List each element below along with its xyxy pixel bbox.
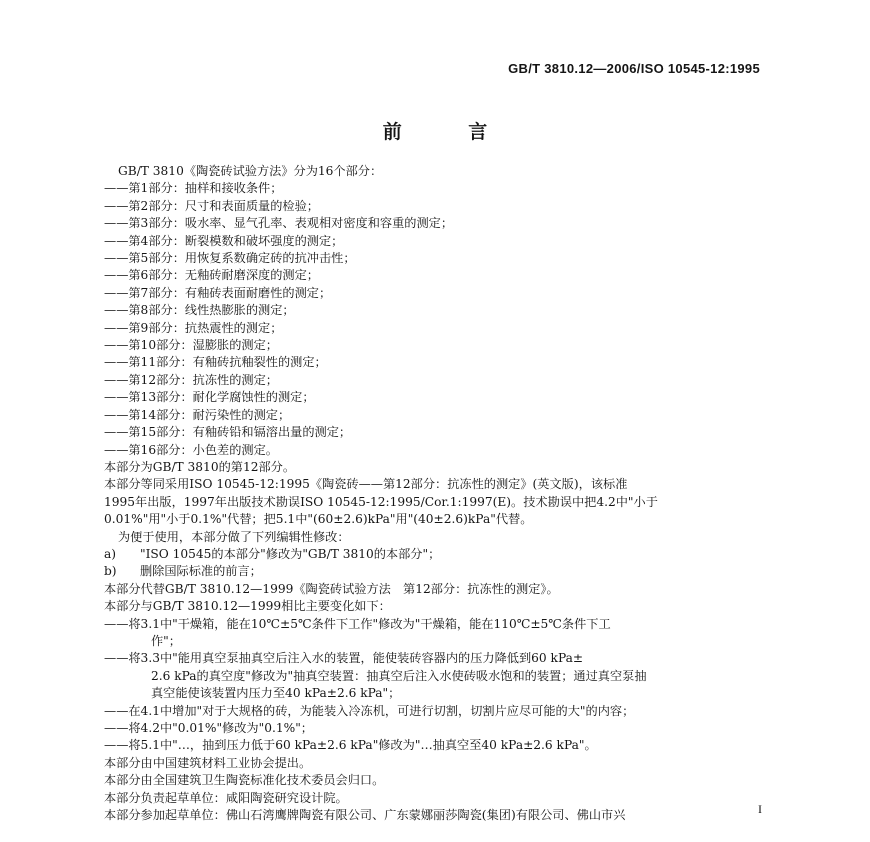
part-list-item: ——第7部分：有釉砖表面耐磨性的测定；: [104, 285, 332, 300]
editorial-item-text: 删除国际标准的前言；: [140, 564, 262, 579]
editorial-item-marker: a): [104, 546, 117, 561]
closing-line: 本部分参加起草单位：佛山石湾鹰牌陶瓷有限公司、广东蒙娜丽莎陶瓷(集团)有限公司、佛山市兴: [104, 808, 626, 823]
change-item-line: ——将4.2中"0.01%"修改为"0.1%"；: [104, 721, 313, 735]
change-item-line: 2.6 kPa的真空度"修改为"抽真空装置：抽真空后注入水使砖吸水饱和的装置；通过真空泵抽: [151, 668, 647, 683]
part-list-item: ——第13部分：耐化学腐蚀性的测定；: [104, 390, 315, 405]
part-list-item: ——第8部分：线性热膨胀的测定；: [104, 303, 295, 318]
change-item-line: ——将3.1中"干燥箱，能在10℃±5℃条件下工作"修改为"干燥箱，能在110℃±5℃条件下工: [104, 616, 611, 631]
change-item-line: ——将5.1中"…，抽到压力低于60 kPa±2.6 kPa"修改为"…抽真空至40 kPa±2.6 kPa"。: [104, 738, 597, 753]
closing-line: 本部分由中国建筑材料工业协会提出。: [104, 755, 312, 770]
intro-paragraph: GB/T 3810《陶瓷砖试验方法》分为16个部分：: [118, 164, 383, 178]
part-list-item: ——第14部分：耐污染性的测定；: [104, 407, 291, 422]
part-list-item: ——第4部分：断裂模数和破坏强度的测定；: [104, 233, 344, 248]
change-item-line: 作"；: [151, 633, 181, 648]
changes-list: [104, 616, 784, 755]
closing-line: 本部分由全国建筑卫生陶瓷标准化技术委员会归口。: [104, 773, 385, 788]
change-item-line: ——在4.1中增加"对于大规格的砖，为能装入冷冻机，可进行切割，切割片应尽可能的大"的内容；: [104, 703, 635, 718]
closing-paragraphs: [104, 755, 784, 825]
editorial-item-marker: b): [104, 564, 117, 579]
part-list-item: ——第9部分：抗热震性的测定；: [104, 320, 283, 335]
change-item-line: 真空能使该装置内压力至40 kPa±2.6 kPa"；: [151, 686, 401, 701]
change-item-line: ——将3.3中"能用真空泵抽真空后注入水的装置，能使装砖容器内的压力降低到60 kPa±: [104, 651, 584, 666]
editorial-item-text: "ISO 10545的本部分"修改为"GB/T 3810的本部分"；: [140, 546, 441, 561]
closing-line: 本部分负责起草单位：咸阳陶瓷研究设计院。: [104, 790, 348, 805]
part-list-item: ——第5部分：用恢复系数确定砖的抗冲击性；: [104, 251, 356, 266]
part-statement: 本部分为GB/T 3810的第12部分。: [104, 459, 296, 474]
adoption-line: 1995年出版，1997年出版技术勘误ISO 10545-12:1995/Cor.1:1997(E)。技术勘误中把4.2中"小于: [104, 494, 658, 509]
editorial-item: [104, 563, 784, 580]
standard-code-header: GB/T 3810.12—2006/ISO 10545-12:1995: [508, 61, 760, 76]
editorial-item: [104, 546, 784, 563]
editorial-list: [104, 546, 784, 581]
part-list-item: ——第15部分：有釉砖铅和镉溶出量的测定；: [104, 425, 352, 440]
part-list-item: ——第2部分：尺寸和表面质量的检验；: [104, 198, 319, 213]
editorial-intro: 为便于使用，本部分做了下列编辑性修改：: [118, 529, 350, 544]
adoption-paragraph: [104, 476, 784, 528]
part-list-item: ——第3部分：吸水率、显气孔率、表观相对密度和容重的测定；: [104, 216, 454, 231]
part-list-item: ——第6部分：无釉砖耐磨深度的测定；: [104, 268, 319, 283]
parts-list: [104, 180, 784, 459]
foreword-body: [104, 163, 784, 824]
changes-intro: 本部分与GB/T 3810.12—1999相比主要变化如下：: [104, 599, 391, 614]
adoption-line: 0.01%"用"小于0.1%"代替；把5.1中"(60±2.6)kPa"用"(40±2.6)kPa"代替。: [104, 512, 533, 527]
part-list-item: ——第16部分：小色差的测定。: [104, 442, 278, 457]
page-number: I: [758, 802, 762, 816]
page-title: 前 言: [382, 121, 518, 143]
replaces-statement: 本部分代替GB/T 3810.12—1999《陶瓷砖试验方法 第12部分：抗冻性的测定》。: [104, 581, 559, 596]
part-list-item: ——第11部分：有釉砖抗釉裂性的测定；: [104, 355, 327, 370]
part-list-item: ——第1部分：抽样和接收条件；: [104, 181, 283, 196]
part-list-item: ——第10部分：湿膨胀的测定；: [104, 338, 278, 353]
part-list-item: ——第12部分：抗冻性的测定；: [104, 372, 278, 387]
adoption-line: 本部分等同采用ISO 10545-12:1995《陶瓷砖——第12部分：抗冻性的测定》(英文版)，该标准: [104, 477, 628, 492]
